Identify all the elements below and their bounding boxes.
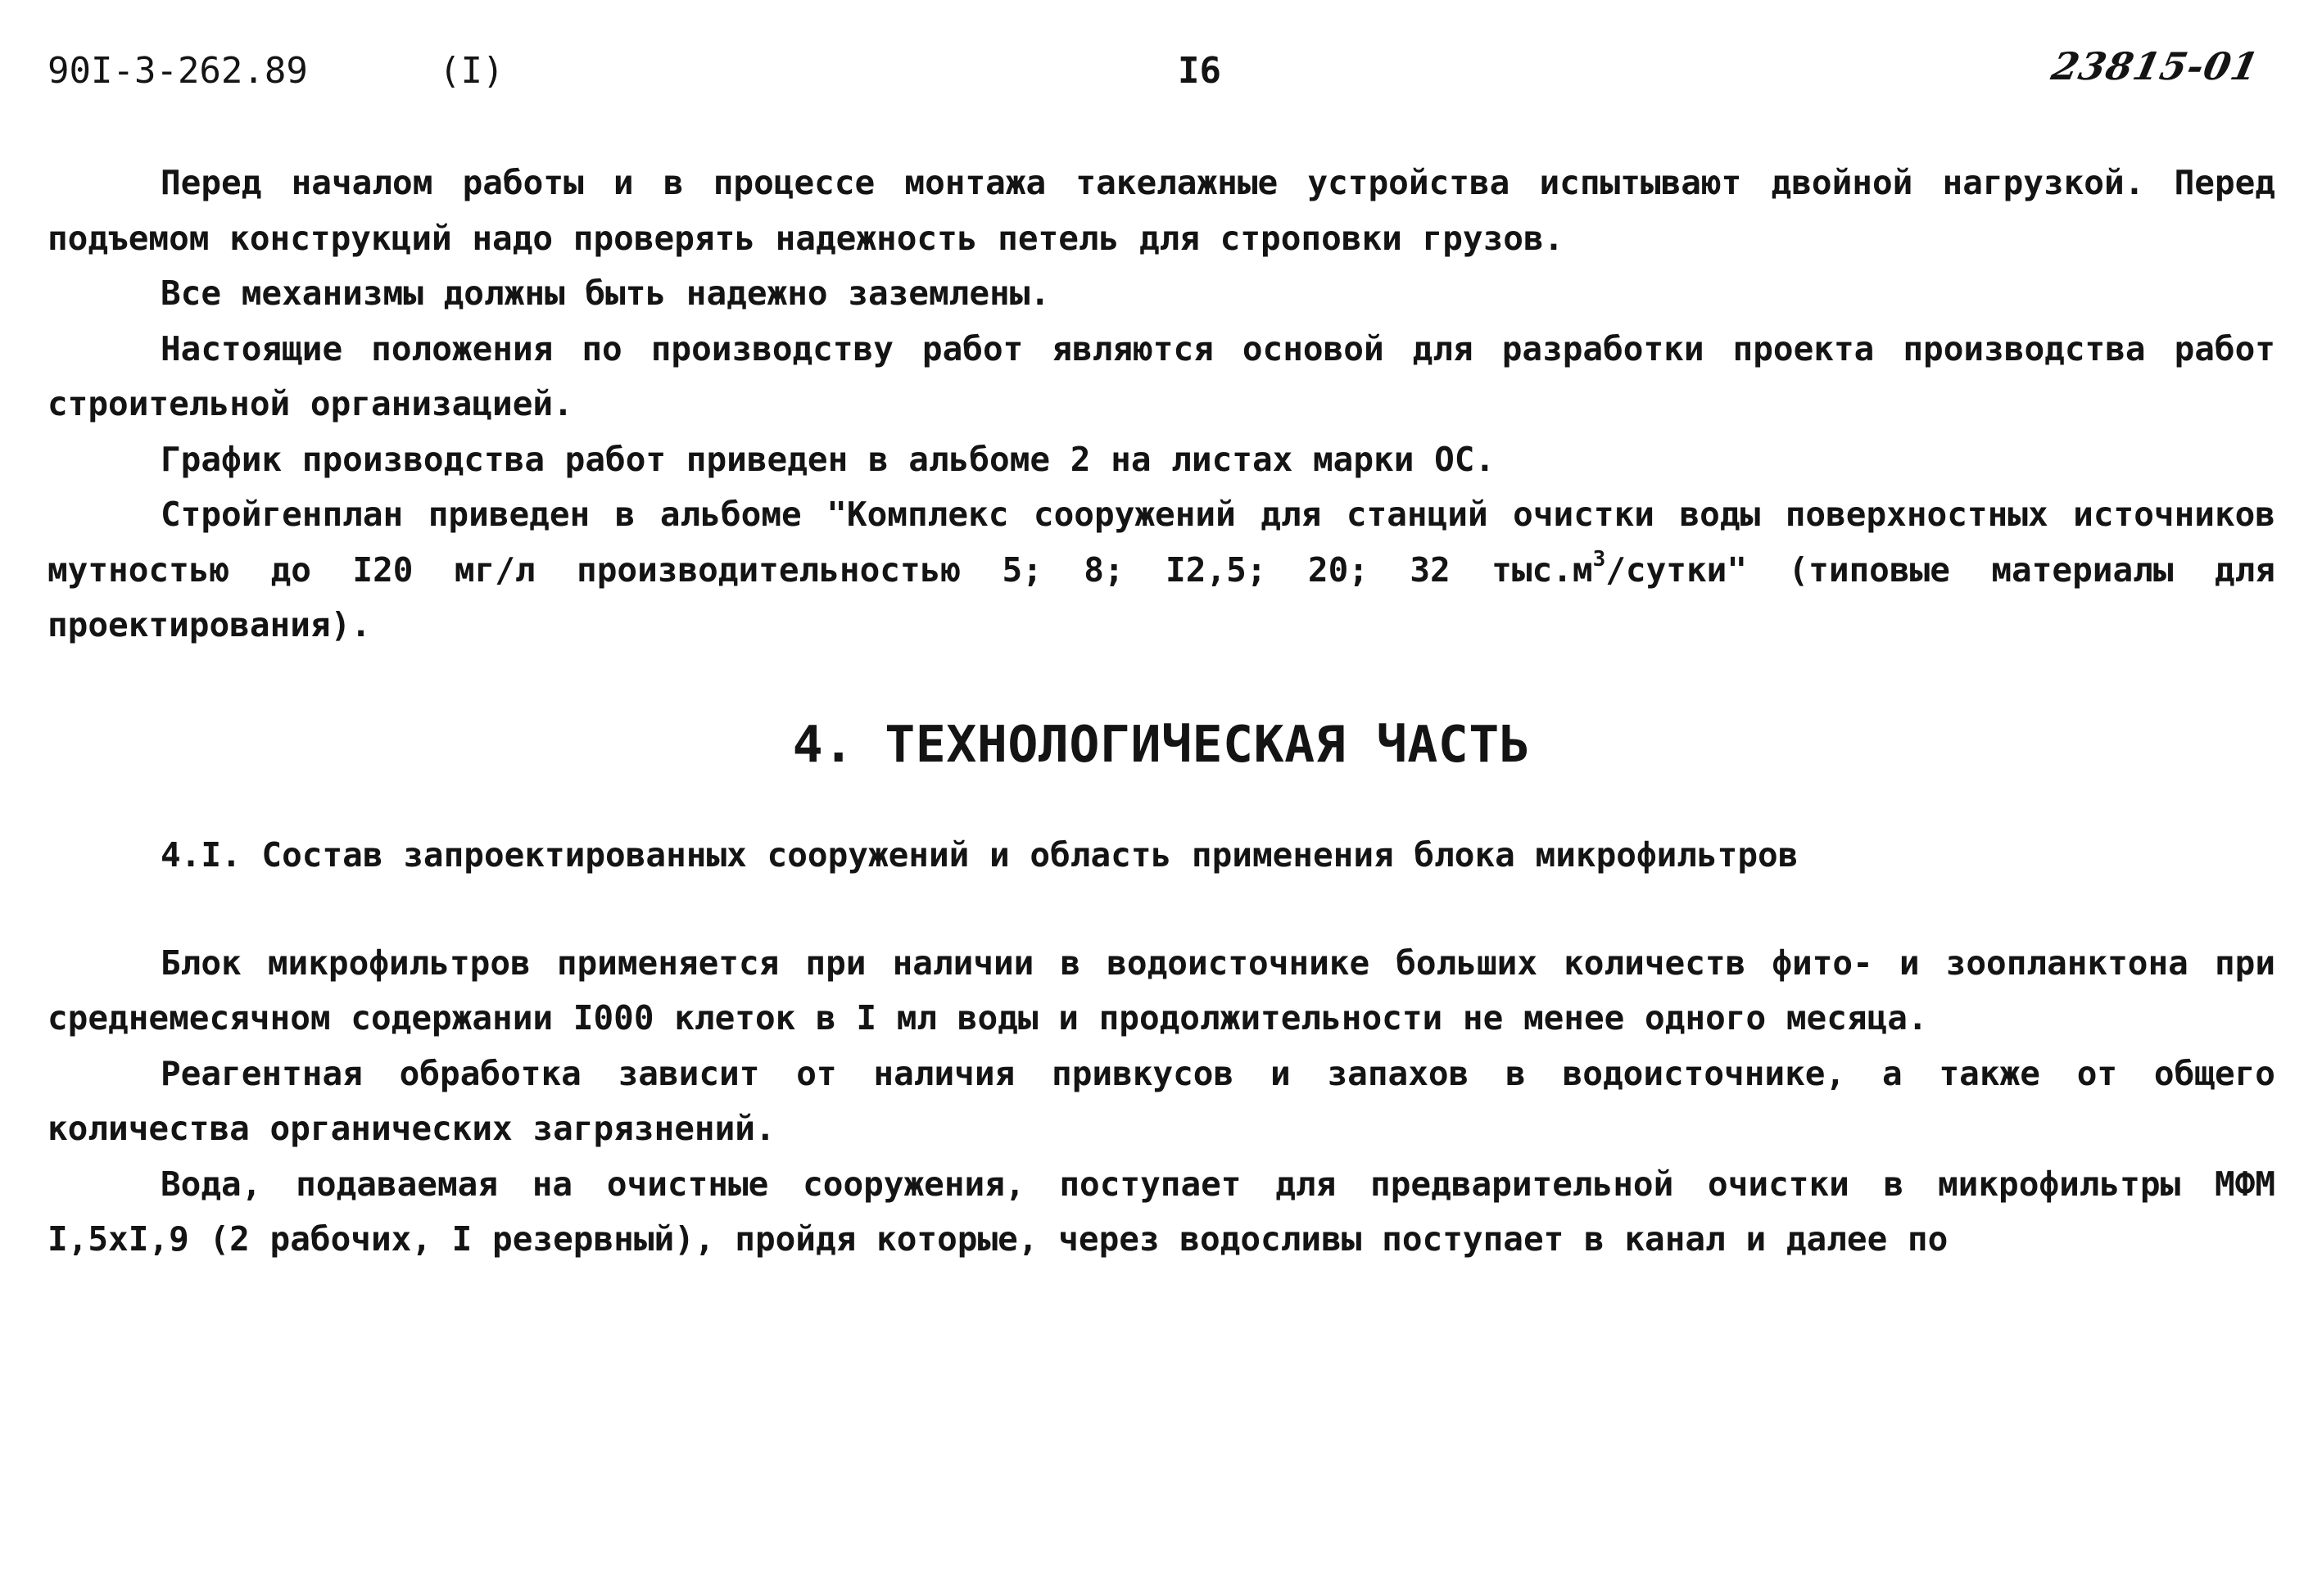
paragraph-work-project-basis: Настоящие положения по производству работ являются основой для разработки проекта производства работ строительной организацией.: [48, 328, 2275, 423]
paragraph-microfilter-usage: Блок микрофильтров применяется при наличии в водоисточнике больших количеств фито- и зоопланктона при среднемесячном содержании I000 клеток в I мл воды и продолжительности не менее одного месяца.: [48, 943, 2275, 1038]
section-heading: [48, 714, 2275, 774]
section-heading-text: 4. ТЕХНОЛОГИЧЕСКАЯ ЧАСТЬ: [792, 714, 1531, 774]
document-part: (I): [439, 50, 505, 92]
paragraph-work-schedule: График производства работ приведен в альбоме 2 на листах марки ОС.: [161, 439, 1496, 479]
paragraph-water-flow: Вода, подаваемая на очистные сооружения, поступает для предварительной очистки в микрофильтры МФМ I,5хI,9 (2 рабочих, I резервный), пройдя которые, через водосливы поступает в канал и далее по: [48, 1164, 2275, 1259]
paragraph-grounding: Все механизмы должны быть надежно заземлены.: [161, 274, 1051, 313]
subsection-heading: 4.I. Состав запроектированных сооружений и область применения блока микрофильтров: [161, 835, 1799, 875]
construction-plan-text-start: Стройгенплан приведен в альбоме "Комплекс сооружений для станций очистки воды поверхностных источников мутностью до I20 мг/л производительностью 5; 8; I2,5; 20; 32 тыс.м: [48, 495, 2275, 590]
document-body: [48, 156, 2275, 1268]
handwritten-archive-number: 23815-01: [2048, 44, 2263, 88]
paragraph-reagent-treatment: Реагентная обработка зависит от наличия привкусов и запахов в водоисточнике, а также от общего количества органических загрязнений.: [48, 1053, 2275, 1148]
page-header: [48, 43, 2274, 100]
document-code: 90I-3-262.89: [48, 50, 308, 92]
construction-plan-text-end: /сутки" (типовые материалы для проектирования).: [48, 549, 2275, 644]
paragraph-rigging-tests: Перед началом работы и в процессе монтажа такелажные устройства испытывают двойной нагрузкой. Перед подъемом конструкций надо проверять надежность петель для строповки грузов.: [48, 163, 2275, 258]
paragraph-construction-plan: [48, 487, 2275, 653]
superscript-cubic: 3: [1592, 546, 1606, 572]
page-number: I6: [1178, 50, 1221, 92]
